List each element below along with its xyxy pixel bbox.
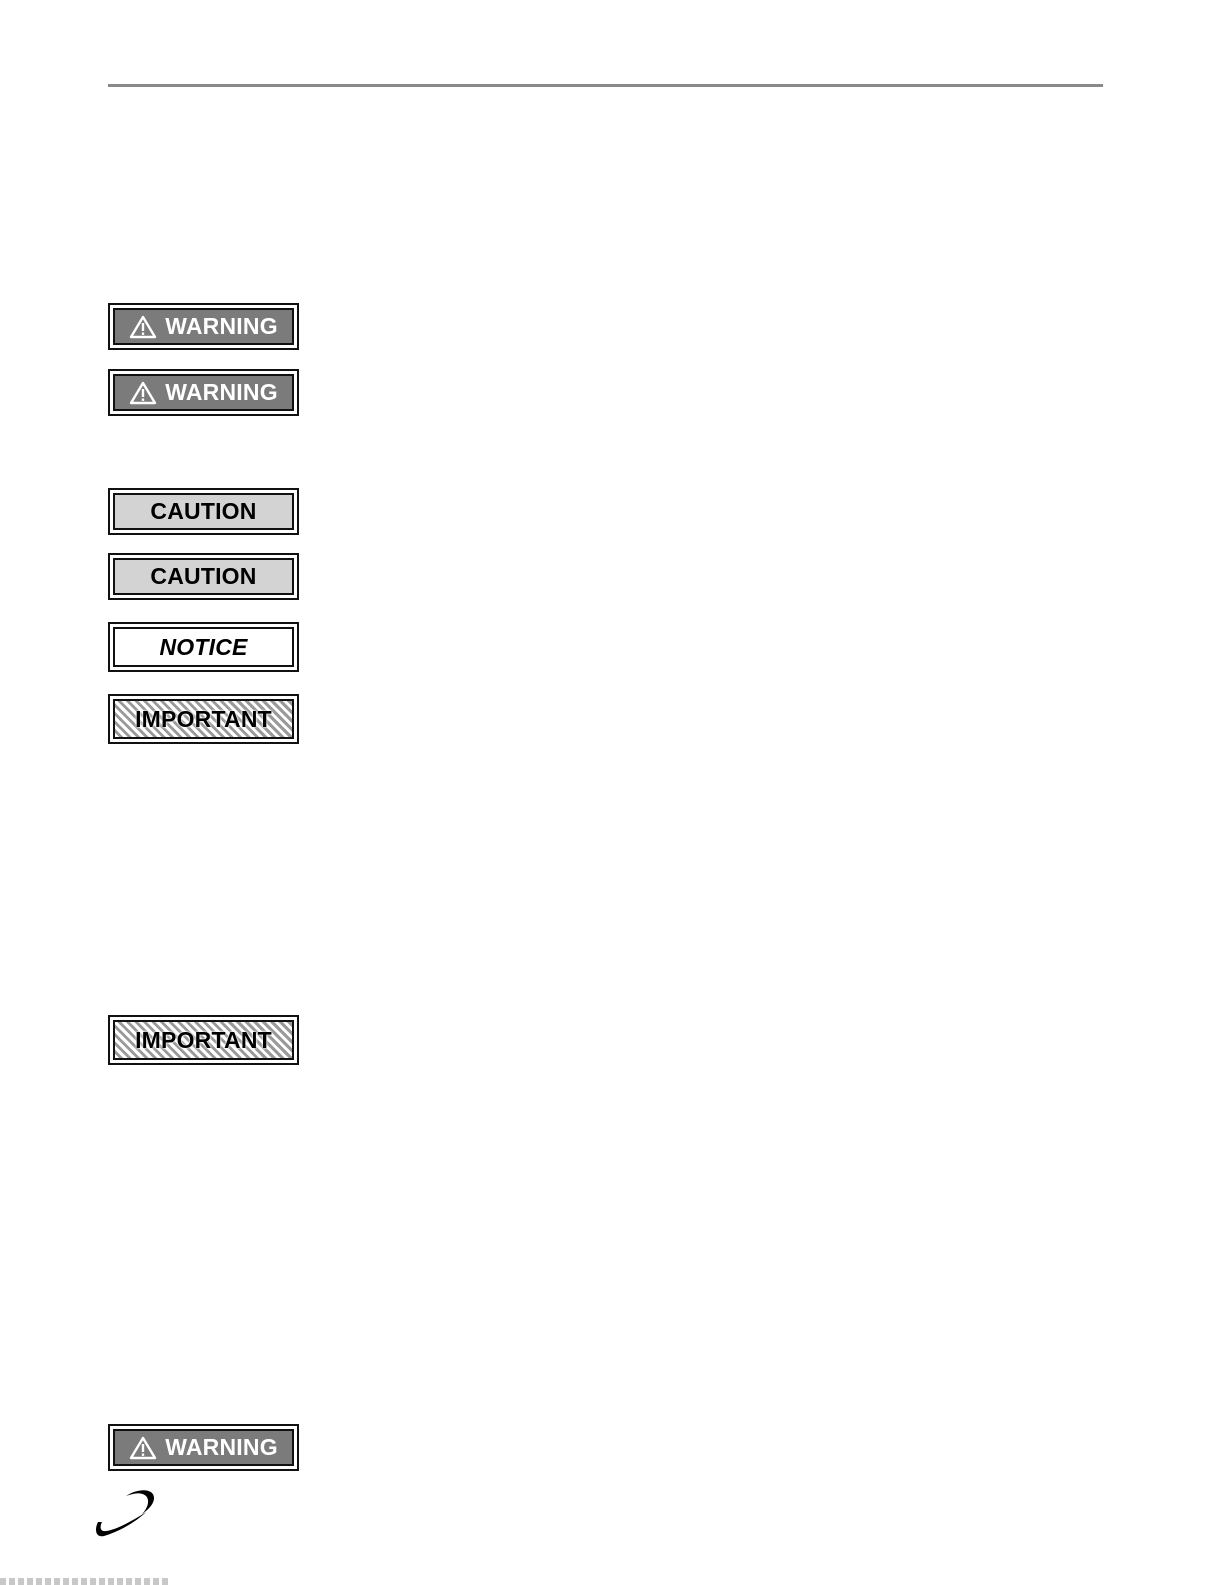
header-rule (108, 84, 1103, 87)
caution-label-text: CAUTION (150, 498, 257, 524)
important-label-text: IMPORTANT (135, 1026, 272, 1053)
warning-label (108, 1424, 299, 1471)
important-label-text: IMPORTANT (135, 705, 272, 732)
warning-label-text: WARNING (165, 1434, 278, 1460)
important-label (108, 694, 299, 744)
warning-label (108, 303, 299, 350)
warning-triangle-icon (129, 381, 157, 405)
caution-label (108, 488, 299, 535)
caution-label (108, 553, 299, 600)
notice-label-text: NOTICE (159, 633, 248, 660)
warning-triangle-icon (129, 1436, 157, 1460)
warning-label-text: WARNING (165, 313, 278, 339)
notice-label (108, 622, 299, 672)
important-label (108, 1015, 299, 1065)
brand-swoosh-logo (88, 1484, 160, 1546)
warning-triangle-icon (129, 315, 157, 339)
caution-label-text: CAUTION (150, 563, 257, 589)
warning-label-text: WARNING (165, 379, 278, 405)
warning-label (108, 369, 299, 416)
footer-print-strip (0, 1578, 170, 1585)
